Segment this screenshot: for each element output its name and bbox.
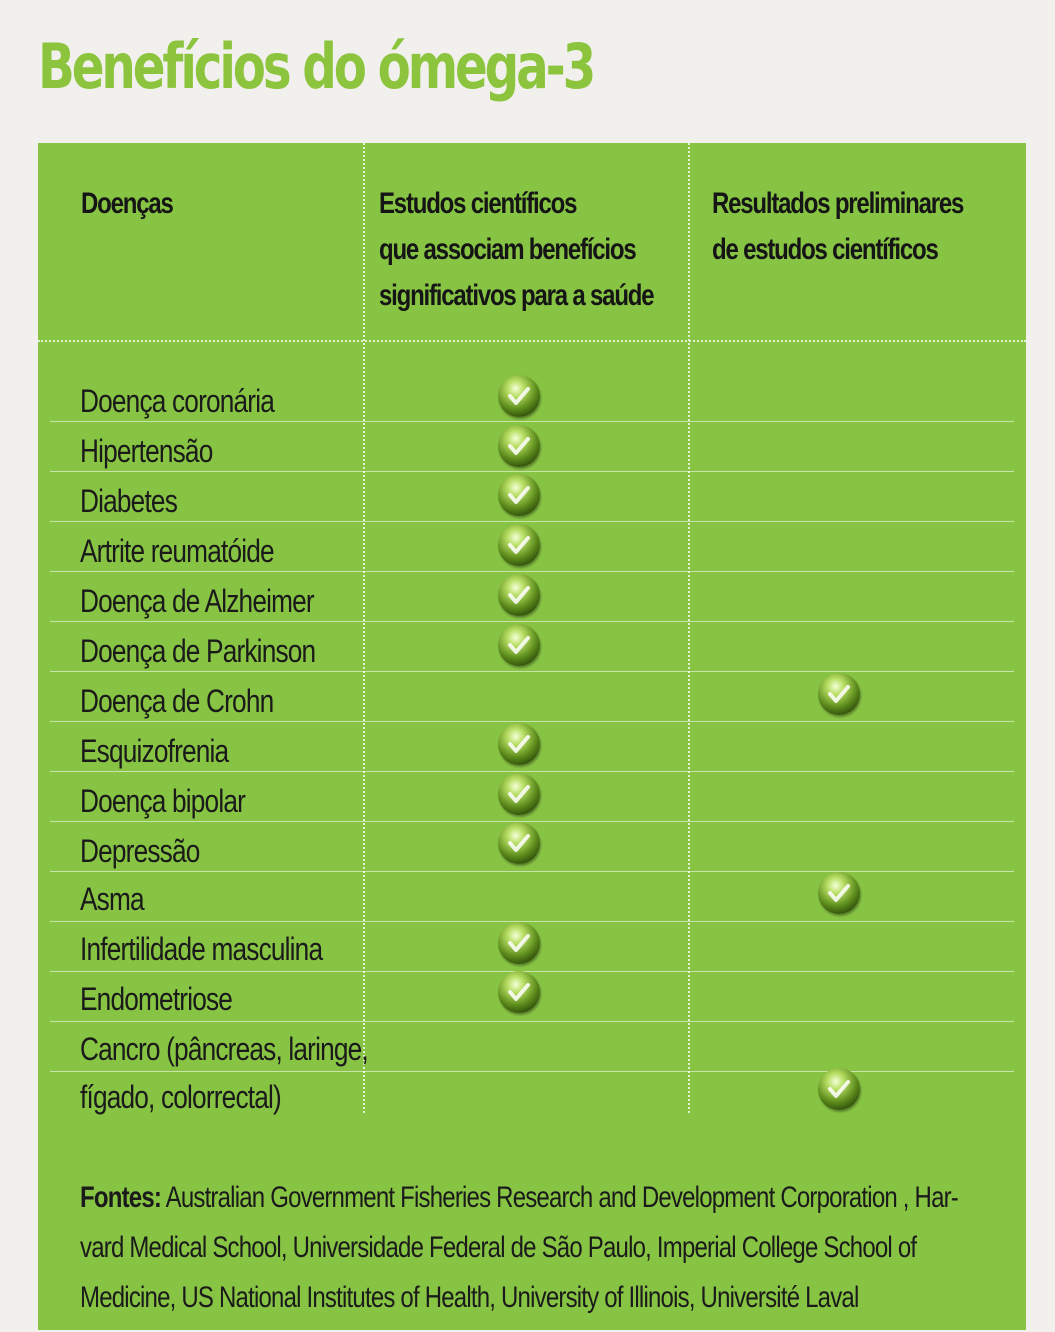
check-circle-icon — [498, 474, 540, 516]
sources-label: Fontes: — [80, 1181, 162, 1214]
row-divider — [50, 721, 1014, 722]
page-title: Benefícios do ómega-3 — [38, 30, 594, 103]
row-divider — [50, 871, 1014, 872]
sources-line: Australian Government Fisheries Research and Development Corporation , Har- — [165, 1181, 959, 1214]
disease-label: Doença coronária — [80, 383, 275, 419]
check-circle-icon — [498, 574, 540, 616]
disease-label: Infertilidade masculina — [80, 931, 323, 967]
omega3-benefits-table — [38, 143, 1026, 1330]
row-divider — [50, 421, 1014, 422]
row-divider — [50, 571, 1014, 572]
row-divider — [50, 621, 1014, 622]
disease-label: Doença bipolar — [80, 783, 246, 819]
check-circle-icon — [498, 624, 540, 666]
sources-line: vard Medical School, Universidade Federal de São Paulo, Imperial College School of — [80, 1231, 917, 1264]
row-divider — [50, 1021, 1014, 1022]
check-circle-icon — [818, 872, 860, 914]
disease-label: Esquizofrenia — [80, 733, 229, 769]
check-circle-icon — [498, 822, 540, 864]
column-divider — [363, 143, 365, 1113]
row-divider — [50, 521, 1014, 522]
header-significant-studies: Estudos científicos que associam benefícios significativos para a saúde — [379, 187, 654, 312]
header-preliminary-results: Resultados preliminares de estudos científicos — [712, 187, 964, 266]
disease-label: Doença de Crohn — [80, 683, 274, 719]
header-divider — [38, 340, 1026, 342]
check-circle-icon — [498, 425, 540, 467]
check-circle-icon — [498, 524, 540, 566]
row-divider — [50, 1071, 1014, 1072]
disease-label: Depressão — [80, 833, 200, 869]
row-divider — [50, 671, 1014, 672]
disease-label: Hipertensão — [80, 433, 213, 469]
check-circle-icon — [498, 723, 540, 765]
column-divider — [688, 143, 690, 1113]
check-circle-icon — [498, 375, 540, 417]
sources-line: Medicine, US National Institutes of Health, University of Illinois, Université Laval — [80, 1281, 859, 1314]
disease-label: Asma — [80, 881, 144, 917]
sources-note — [80, 1173, 976, 1323]
check-circle-icon — [818, 673, 860, 715]
header-diseases: Doenças — [81, 187, 173, 220]
row-divider — [50, 471, 1014, 472]
disease-label: Cancro (pâncreas, laringe, — [80, 1031, 368, 1067]
check-circle-icon — [498, 922, 540, 964]
check-circle-icon — [498, 971, 540, 1013]
disease-label: Artrite reumatóide — [80, 533, 274, 569]
disease-label: Doença de Alzheimer — [80, 583, 314, 619]
check-circle-icon — [498, 773, 540, 815]
check-circle-icon — [818, 1068, 860, 1110]
disease-label: fígado, colorrectal) — [80, 1079, 281, 1115]
disease-label: Endometriose — [80, 981, 233, 1017]
disease-label: Doença de Parkinson — [80, 633, 316, 669]
disease-label: Diabetes — [80, 483, 178, 519]
